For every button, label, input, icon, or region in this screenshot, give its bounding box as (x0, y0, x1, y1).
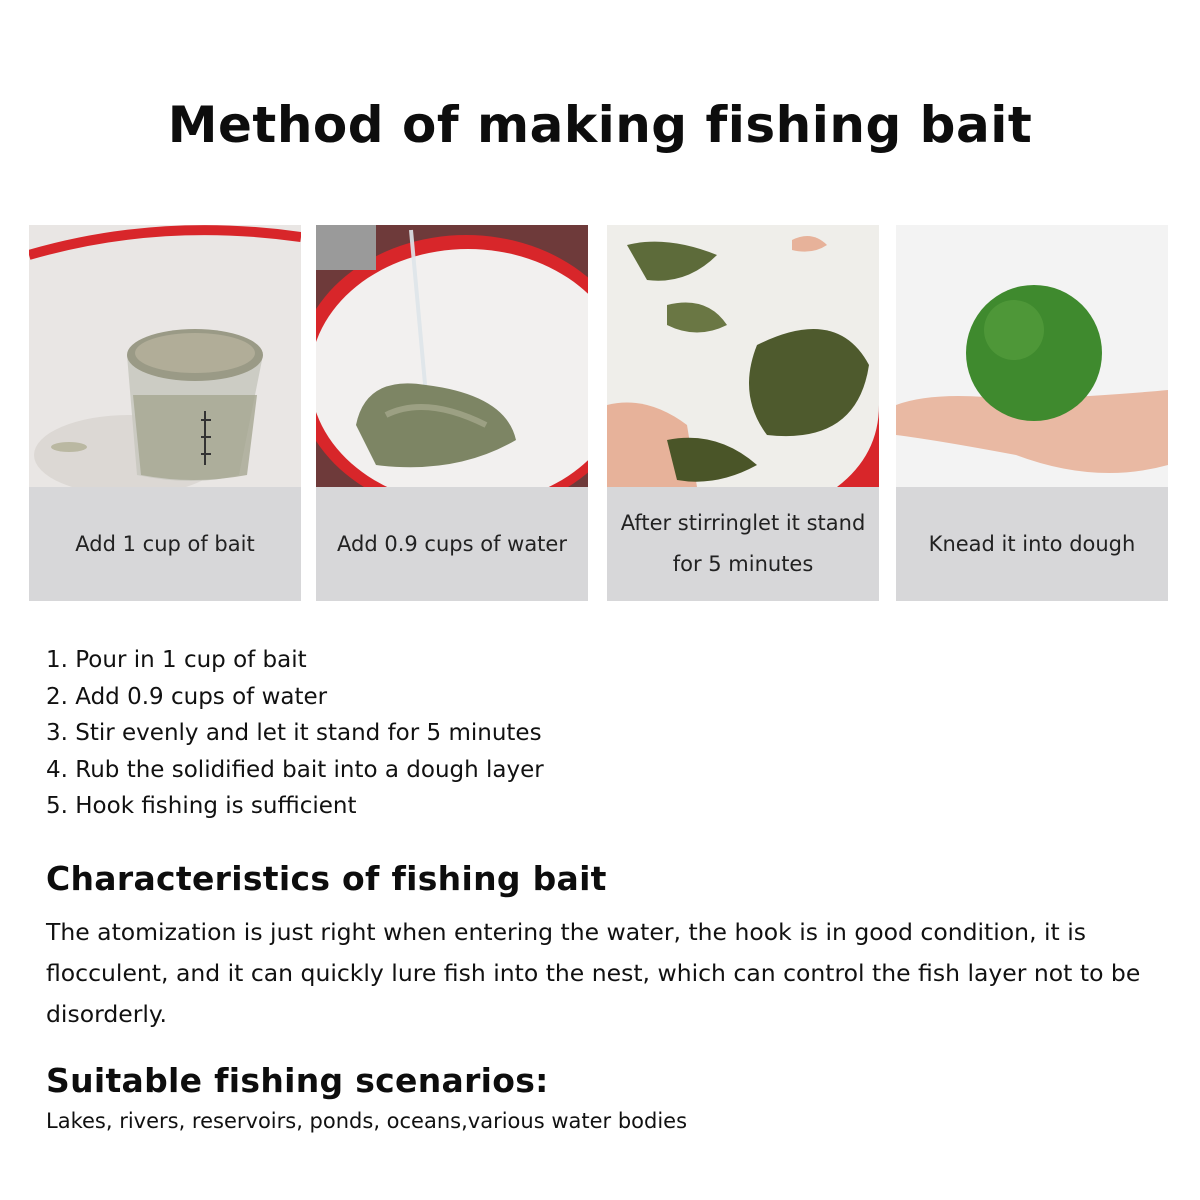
stirring-bait-photo (607, 225, 879, 487)
instruction-item: 3. Stir evenly and let it stand for 5 minutes (46, 720, 542, 746)
step-caption-2: Add 0.9 cups of water (337, 531, 567, 556)
instruction-item: 4. Rub the solidified bait into a dough layer (46, 756, 544, 783)
instruction-item: 2. Add 0.9 cups of water (46, 683, 328, 710)
step-caption-3: After stirringlet it stand for 5 minutes (620, 511, 866, 576)
instruction-list (46, 642, 544, 825)
cup-of-bait-photo (29, 225, 301, 487)
dough-ball-photo (896, 225, 1168, 487)
scenarios-text: Lakes, rivers, reservoirs, ponds, oceans,various water bodies (46, 1109, 688, 1133)
scenarios-heading: Suitable fishing scenarios: (46, 1061, 549, 1100)
characteristics-heading: Characteristics of fishing bait (46, 859, 607, 898)
steps-row (0, 225, 1200, 601)
characteristics-text: The atomization is just right when entering the water, the hook is in good condition, it is flocculent, and it can quickly lure fish into the nest, which can control the fish layer not to be disorderly. (46, 918, 1141, 1028)
page-title: Method of making fishing bait (167, 96, 1033, 154)
instruction-item: 1. Pour in 1 cup of bait (46, 647, 307, 673)
step-card-3 (607, 225, 879, 601)
step-caption-4: Knead it into dough (928, 531, 1136, 556)
instruction-item: 5. Hook fishing is sufficient (46, 793, 357, 819)
step-card-4 (896, 225, 1168, 601)
step-caption-1: Add 1 cup of bait (75, 531, 255, 556)
step-card-1 (29, 225, 301, 601)
step-card-2 (316, 225, 588, 601)
pouring-water-photo (316, 225, 588, 487)
